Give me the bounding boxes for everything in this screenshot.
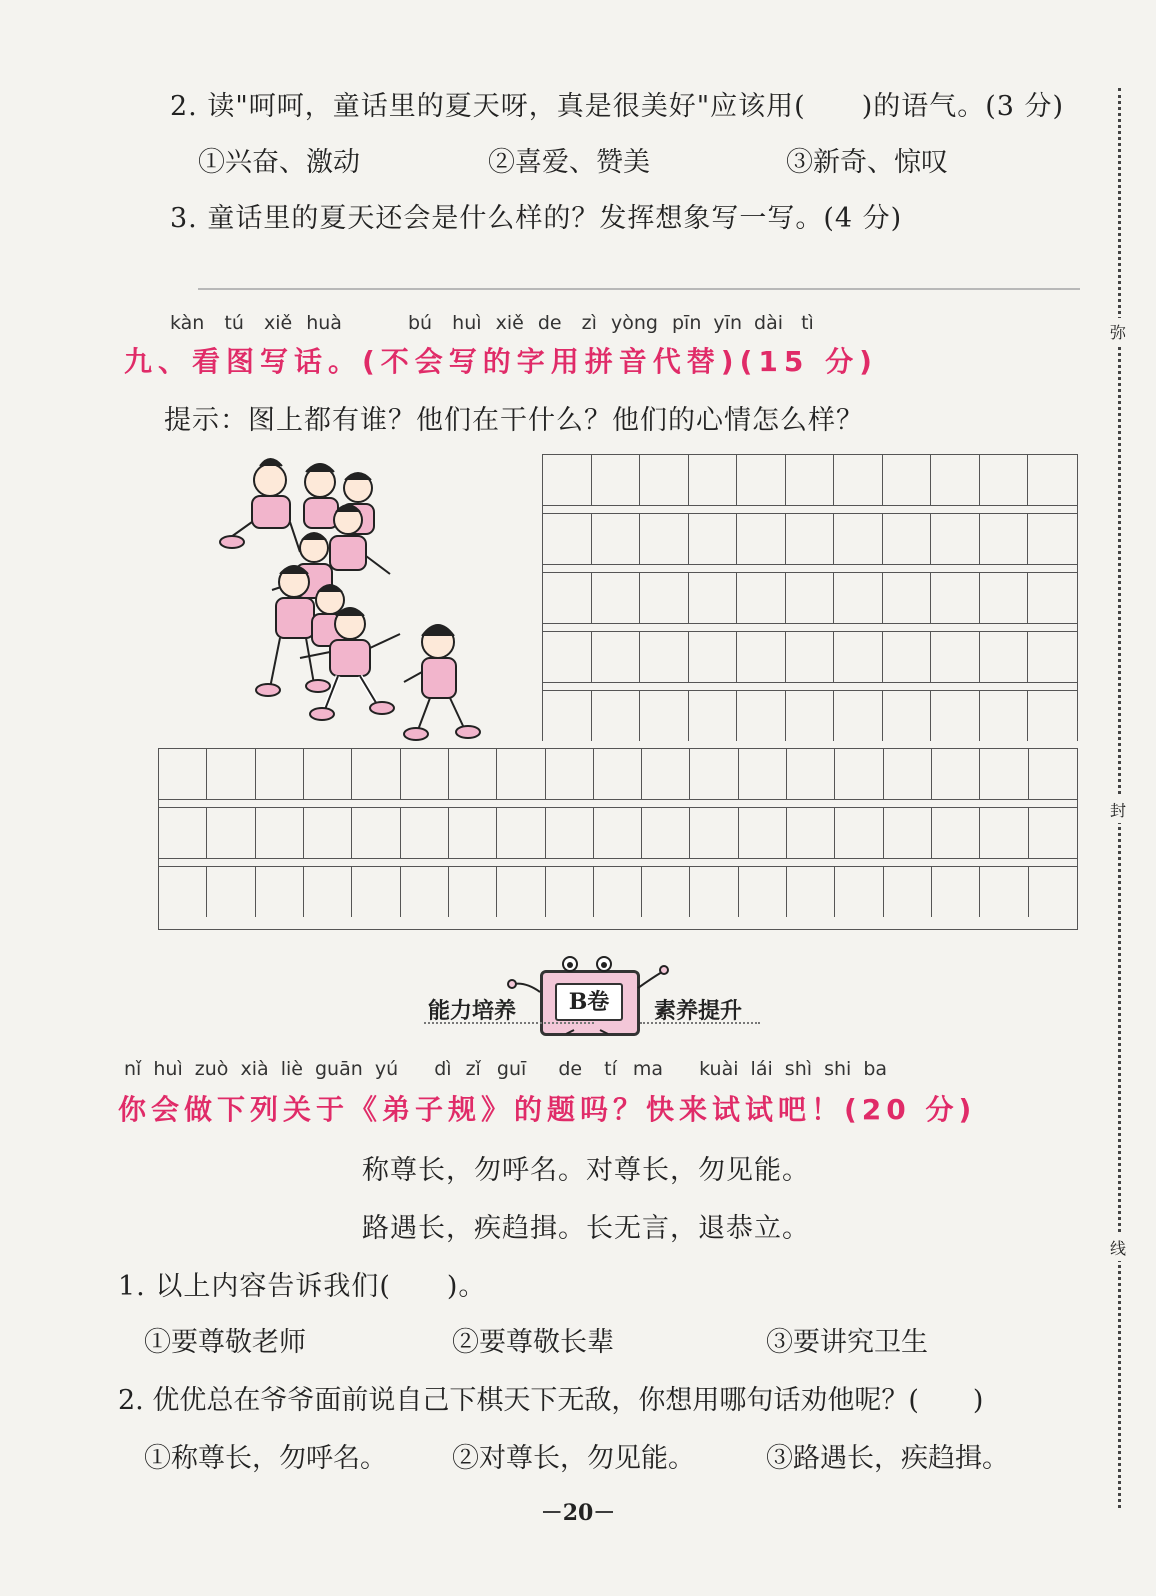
part-b-q2-option-3: ③路遇长，疾趋揖。 — [766, 1443, 1009, 1474]
writing-cell[interactable] — [737, 514, 786, 564]
part-b-q1-option-2: ②要尊敬长辈 — [452, 1327, 614, 1358]
question-3: 3. 童话里的夏天还会是什么样的？发挥想象写一写。(4 分) — [170, 203, 903, 234]
writing-cell[interactable] — [1029, 749, 1077, 799]
writing-cell[interactable] — [543, 514, 592, 564]
pinyin: yú — [374, 1058, 399, 1080]
pinyin: huà — [306, 312, 342, 334]
part-b-title: 你会做下列关于《弟子规》的题吗？快来试试吧！(20 分) — [118, 1093, 977, 1126]
pinyin: lái — [750, 1058, 773, 1080]
writing-cell[interactable] — [739, 749, 787, 799]
pinyin: xiě — [495, 312, 524, 334]
writing-cell[interactable] — [932, 749, 980, 799]
poem-line-2: 路遇长，疾趋揖。长无言，退恭立。 — [362, 1213, 810, 1244]
writing-cell[interactable] — [931, 691, 980, 741]
q2-option-2: ②喜爱、赞美 — [488, 147, 650, 178]
writing-cell[interactable] — [543, 573, 592, 623]
pinyin: dài — [754, 312, 784, 334]
writing-cell[interactable] — [737, 455, 786, 505]
section9-pinyin-row — [170, 312, 814, 334]
section-divider — [198, 288, 1080, 290]
writing-cell[interactable] — [883, 573, 932, 623]
part-b-q2-option-1: ①称尊长，勿呼名。 — [144, 1443, 387, 1474]
pinyin: yòng — [610, 312, 658, 334]
grid-row-gap — [543, 505, 1077, 514]
writing-cell[interactable] — [592, 514, 641, 564]
writing-cell[interactable] — [159, 867, 207, 917]
writing-cell[interactable] — [737, 691, 786, 741]
pinyin: bú — [408, 312, 433, 334]
writing-cell[interactable] — [1029, 867, 1077, 917]
writing-cell[interactable] — [640, 573, 689, 623]
pinyin: nǐ — [124, 1058, 142, 1080]
writing-cell[interactable] — [594, 808, 642, 858]
writing-cell[interactable] — [689, 514, 738, 564]
writing-cell[interactable] — [690, 749, 738, 799]
pinyin: pīn — [671, 312, 702, 334]
q2-option-3: ③新奇、惊叹 — [786, 147, 948, 178]
writing-cell[interactable] — [1028, 514, 1077, 564]
grid-row-gap — [543, 682, 1077, 691]
writing-cell[interactable] — [1028, 691, 1077, 741]
pinyin: guī — [496, 1058, 527, 1080]
writing-cell[interactable] — [159, 749, 207, 799]
writing-cell[interactable] — [207, 749, 255, 799]
writing-cell[interactable] — [884, 749, 932, 799]
writing-cell[interactable] — [546, 867, 594, 917]
pinyin: shi — [824, 1058, 852, 1080]
writing-cell[interactable] — [449, 808, 497, 858]
pinyin: liè — [280, 1058, 303, 1080]
writing-cell[interactable] — [543, 691, 592, 741]
writing-cell[interactable] — [786, 455, 835, 505]
writing-cell[interactable] — [884, 808, 932, 858]
pinyin: zì — [581, 312, 597, 334]
writing-cell[interactable] — [834, 573, 883, 623]
writing-cell[interactable] — [737, 632, 786, 682]
children-running-illustration — [210, 452, 510, 752]
writing-cell[interactable] — [546, 808, 594, 858]
writing-cell[interactable] — [786, 514, 835, 564]
writing-cell[interactable] — [689, 455, 738, 505]
writing-cell[interactable] — [932, 867, 980, 917]
writing-cell[interactable] — [642, 808, 690, 858]
writing-cell[interactable] — [787, 749, 835, 799]
writing-cell[interactable] — [690, 808, 738, 858]
writing-cell[interactable] — [883, 455, 932, 505]
writing-cell[interactable] — [592, 632, 641, 682]
pinyin: kàn — [170, 312, 205, 334]
writing-cell[interactable] — [739, 867, 787, 917]
writing-cell[interactable] — [642, 749, 690, 799]
pinyin: tí — [604, 1058, 617, 1080]
writing-cell[interactable] — [449, 867, 497, 917]
margin-label-seal: 弥 — [1110, 318, 1126, 345]
writing-cell[interactable] — [256, 867, 304, 917]
q2-option-1: ①兴奋、激动 — [198, 147, 360, 178]
writing-cell[interactable] — [640, 455, 689, 505]
writing-cell[interactable] — [543, 632, 592, 682]
pinyin: ma — [632, 1058, 664, 1080]
part-b-q1-option-1: ①要尊敬老师 — [144, 1327, 306, 1358]
writing-cell[interactable] — [931, 514, 980, 564]
pinyin: dì — [434, 1058, 452, 1080]
writing-cell[interactable] — [401, 808, 449, 858]
writing-grid-lower[interactable] — [158, 748, 1078, 930]
writing-cell[interactable] — [449, 749, 497, 799]
writing-cell[interactable] — [883, 691, 932, 741]
writing-cell[interactable] — [787, 867, 835, 917]
writing-cell[interactable] — [1028, 455, 1077, 505]
pinyin: tì — [801, 312, 814, 334]
writing-cell[interactable] — [786, 632, 835, 682]
pinyin: huì — [153, 1058, 183, 1080]
writing-cell[interactable] — [834, 455, 883, 505]
writing-cell[interactable] — [1029, 808, 1077, 858]
grid-row-gap — [543, 623, 1077, 632]
writing-cell[interactable] — [352, 808, 400, 858]
pinyin: shì — [784, 1058, 813, 1080]
writing-cell[interactable] — [352, 749, 400, 799]
writing-cell[interactable] — [640, 514, 689, 564]
section9-hint: 提示：图上都有谁？他们在干什么？他们的心情怎么样？ — [164, 405, 864, 436]
writing-cell[interactable] — [497, 867, 545, 917]
writing-cell[interactable] — [304, 749, 352, 799]
writing-cell[interactable] — [980, 691, 1029, 741]
writing-cell[interactable] — [1028, 573, 1077, 623]
writing-cell[interactable] — [883, 632, 932, 682]
writing-cell[interactable] — [1028, 632, 1077, 682]
writing-cell[interactable] — [546, 749, 594, 799]
writing-cell[interactable] — [884, 867, 932, 917]
writing-cell[interactable] — [980, 867, 1028, 917]
writing-cell[interactable] — [787, 808, 835, 858]
pinyin: tú — [224, 312, 244, 334]
pinyin: guān — [315, 1058, 363, 1080]
part-b-q1-option-3: ③要讲究卫生 — [766, 1327, 928, 1358]
writing-cell[interactable] — [543, 455, 592, 505]
writing-cell[interactable] — [592, 573, 641, 623]
pinyin: zǐ — [465, 1058, 481, 1080]
writing-cell[interactable] — [931, 632, 980, 682]
part-b-q2-option-2: ②对尊长，勿见能。 — [452, 1443, 695, 1474]
writing-cell[interactable] — [834, 632, 883, 682]
pinyin: xià — [240, 1058, 269, 1080]
margin-label-seal2: 封 — [1110, 796, 1126, 823]
writing-cell[interactable] — [401, 867, 449, 917]
badge-left-text: 能力培养 — [428, 999, 517, 1024]
writing-cell[interactable] — [980, 808, 1028, 858]
pinyin: de — [537, 312, 562, 334]
part-b-pinyin-row — [124, 1058, 887, 1080]
writing-cell[interactable] — [640, 691, 689, 741]
badge-underline-left — [424, 1022, 594, 1024]
writing-cell[interactable] — [834, 691, 883, 741]
writing-cell[interactable] — [932, 808, 980, 858]
writing-cell[interactable] — [352, 867, 400, 917]
page-number: －20－ — [540, 1500, 616, 1526]
part-b-question-2: 2. 优优总在爷爷面前说自己下棋天下无敌，你想用哪句话劝他呢？( ) — [118, 1385, 984, 1416]
writing-cell[interactable] — [980, 632, 1029, 682]
writing-cell[interactable] — [159, 808, 207, 858]
writing-cell[interactable] — [883, 514, 932, 564]
writing-cell[interactable] — [401, 749, 449, 799]
grid-row-gap — [159, 799, 1077, 808]
pinyin: yīn — [713, 312, 742, 334]
badge-underline-right — [640, 1022, 760, 1024]
pinyin: ba — [863, 1058, 888, 1080]
writing-cell[interactable] — [690, 867, 738, 917]
writing-cell[interactable] — [786, 691, 835, 741]
grid-row-gap — [159, 858, 1077, 867]
writing-cell[interactable] — [640, 632, 689, 682]
writing-cell[interactable] — [592, 455, 641, 505]
writing-cell[interactable] — [497, 808, 545, 858]
badge-right-text: 素养提升 — [654, 999, 743, 1024]
writing-cell[interactable] — [980, 573, 1029, 623]
badge-center: B卷 — [555, 983, 623, 1021]
writing-cell[interactable] — [980, 749, 1028, 799]
section9-title: 九、看图写话。(不会写的字用拼音代替)(15 分) — [124, 345, 878, 378]
writing-cell[interactable] — [207, 808, 255, 858]
writing-cell[interactable] — [594, 749, 642, 799]
writing-cell[interactable] — [689, 632, 738, 682]
writing-cell[interactable] — [642, 867, 690, 917]
writing-cell[interactable] — [835, 808, 883, 858]
writing-cell[interactable] — [931, 573, 980, 623]
margin-label-line: 线 — [1110, 1234, 1126, 1261]
writing-cell[interactable] — [931, 455, 980, 505]
writing-cell[interactable] — [304, 867, 352, 917]
writing-cell[interactable] — [256, 749, 304, 799]
writing-cell[interactable] — [835, 867, 883, 917]
writing-cell[interactable] — [689, 691, 738, 741]
pinyin: de — [558, 1058, 583, 1080]
pinyin: zuò — [194, 1058, 229, 1080]
writing-cell[interactable] — [835, 749, 883, 799]
writing-cell[interactable] — [980, 455, 1029, 505]
writing-cell[interactable] — [594, 867, 642, 917]
writing-cell[interactable] — [304, 808, 352, 858]
writing-cell[interactable] — [689, 573, 738, 623]
writing-cell[interactable] — [737, 573, 786, 623]
writing-cell[interactable] — [497, 749, 545, 799]
pinyin: kuài — [699, 1058, 739, 1080]
question-2: 2. 读"呵呵，童话里的夏天呀，真是很美好"应该用( )的语气。(3 分) — [170, 91, 1065, 122]
writing-cell[interactable] — [834, 514, 883, 564]
part-b-question-1: 1. 以上内容告诉我们( )。 — [118, 1271, 487, 1302]
grid-row-gap — [543, 564, 1077, 573]
writing-cell[interactable] — [739, 808, 787, 858]
poem-line-1: 称尊长，勿呼名。对尊长，勿见能。 — [362, 1155, 810, 1186]
writing-cell[interactable] — [256, 808, 304, 858]
writing-cell[interactable] — [592, 691, 641, 741]
writing-cell[interactable] — [786, 573, 835, 623]
writing-grid-upper[interactable] — [542, 454, 1078, 741]
writing-cell[interactable] — [207, 867, 255, 917]
pinyin: huì — [452, 312, 482, 334]
pinyin: xiě — [263, 312, 293, 334]
writing-cell[interactable] — [980, 514, 1029, 564]
